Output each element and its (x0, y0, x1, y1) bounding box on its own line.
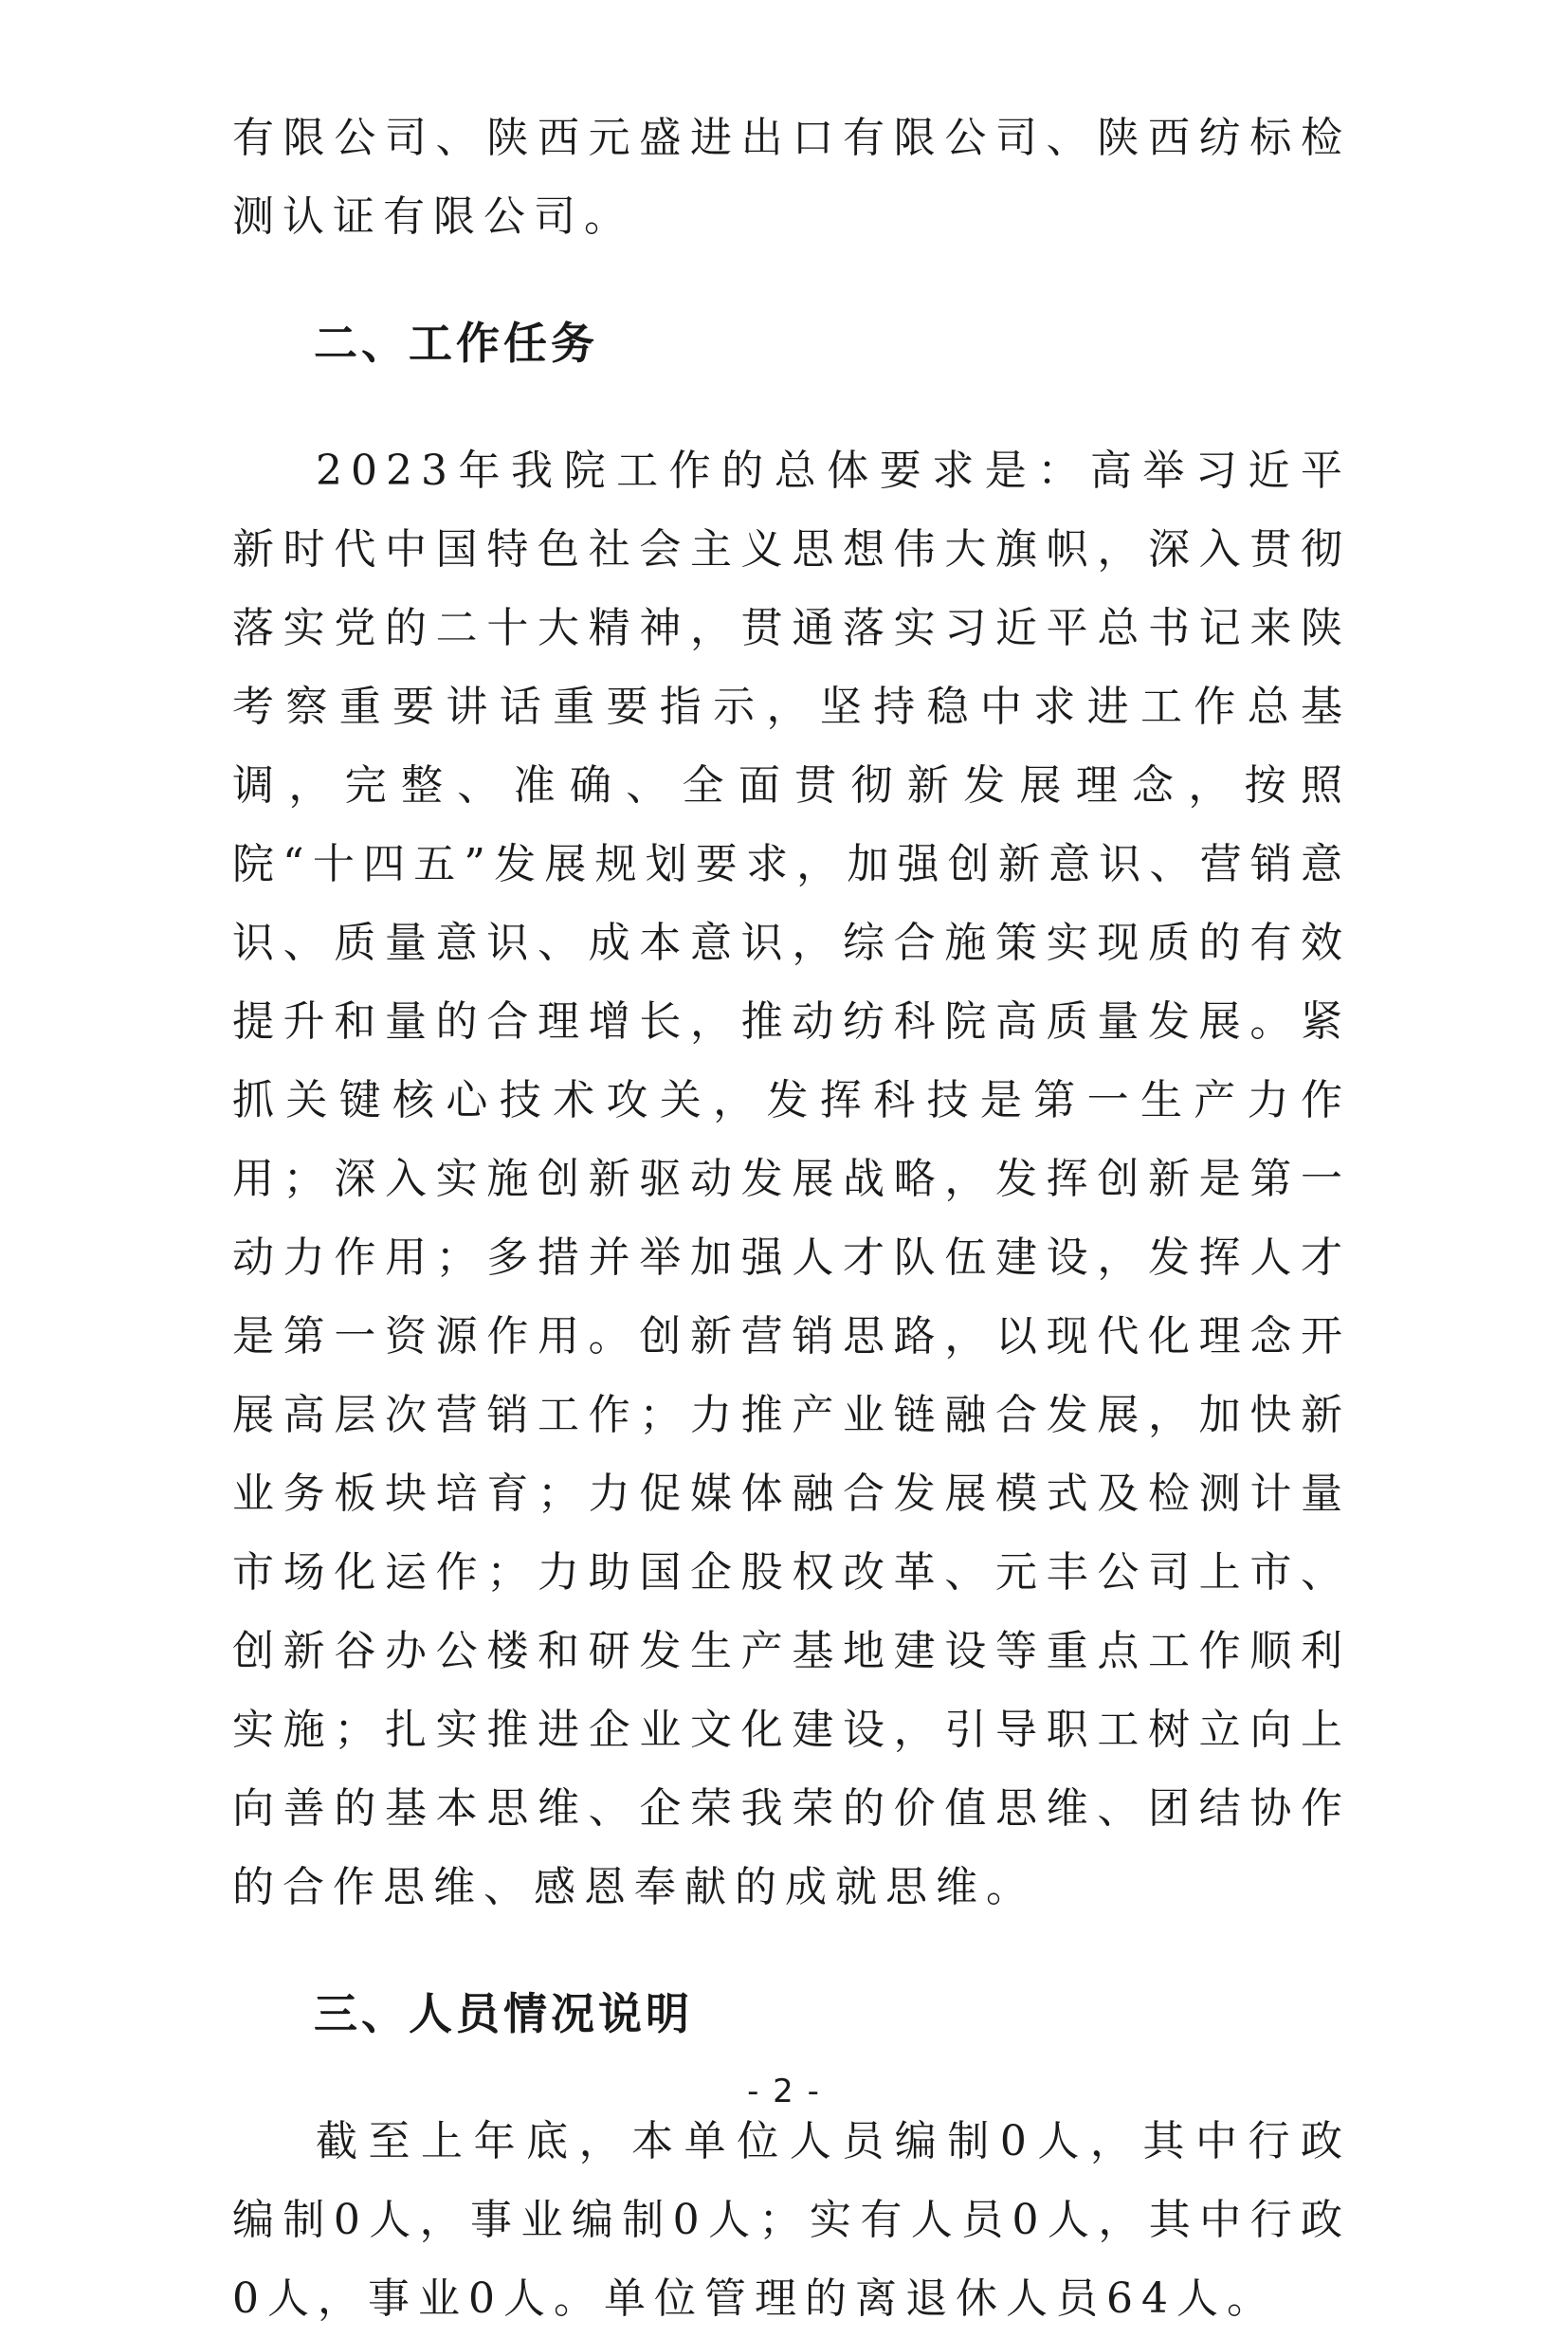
staffing-paragraph: 截至上年底，本单位人员编制0人，其中行政编制0人，事业编制0人；实有人员0人，其中行政0人，事业0人。单位管理的离退休人员64人。 (232, 2117, 1351, 2323)
page-number: - 2 - (747, 2073, 821, 2110)
work-tasks-paragraph: 2023年我院工作的总体要求是：高举习近平新时代中国特色社会主义思想伟大旗帜，深入贯彻落实党的二十大精神，贯通落实习近平总书记来陕考察重要讲话重要指示，坚持稳中求进工作总基调，完整、准确、全面贯彻新发展理念，按照院“十四五”发展规划要求，加强创新意识、营销意识、质量意识、成本意识，综合施策实现质的有效提升和量的合理增长，推动纺科院高质量发展。紧抓关键核心技术攻关，发挥科技是第一生产力作用；深入实施创新驱动发展战略，发挥创新是第一动力作用；多措并举加强人才队伍建设，发挥人才是第一资源作用。创新营销思路，以现代化理念开展高层次营销工作；力推产业链融合发展，加快新业务板块培育；力促媒体融合发展模式及检测计量市场化运作；力助国企股权改革、元丰公司上市、创新谷办公楼和研发生产基地建设等重点工作顺利实施；扎实推进企业文化建设，引导职工树立向上向善的基本思维、企荣我荣的价值思维、团结协作的合作思维、感恩奉献的成就思维。 (232, 447, 1351, 1911)
page-body (232, 99, 1351, 2338)
section-heading-staffing: 三、人员情况说明 (314, 1988, 693, 2039)
section-heading-work-tasks: 二、工作任务 (314, 318, 598, 369)
continuation-paragraph: 有限公司、陕西元盛进出口有限公司、陕西纺标检测认证有限公司。 (232, 114, 1351, 241)
